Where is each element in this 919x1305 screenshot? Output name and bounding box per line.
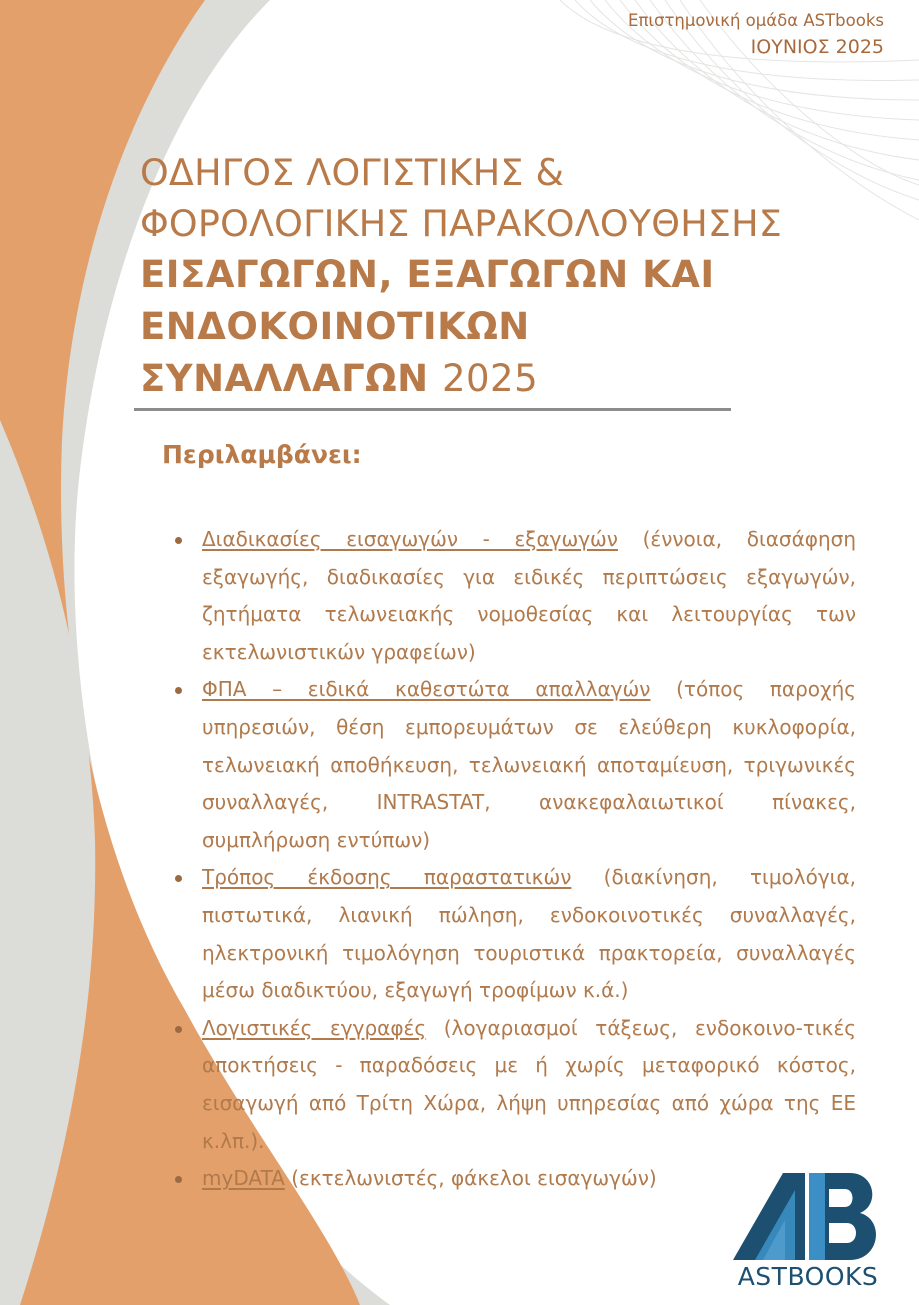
header-block — [628, 10, 884, 61]
list-item-title: ΦΠΑ – ειδικά καθεστώτα απαλλαγών — [202, 677, 651, 702]
list-item-text: (τόπος παροχής υπηρεσιών, θέση εμπορευμάτων σε ελεύθερη κυκλοφορία, τελωνειακή αποθήκευση, τελωνειακή αποταμίευση, τριγωνικές συναλλαγές, INTRASTAT, ανακεφαλαιωτικοί πίνακες, συμπλήρωση εντύπων) — [202, 677, 857, 852]
title-line-4: ΕΝΔΟΚΟΙΝΟΤΙΚΩΝ — [140, 305, 530, 348]
list-item — [202, 521, 856, 671]
logo-name: ASTBOOKS — [737, 1262, 879, 1291]
list-item-text: (έννοια, διασάφηση εξαγωγής, διαδικασίες για ειδικές περιπτώσεις εξαγωγών, ζητήματα τελωνειακής νομοθεσίας και λειτουργίας των εκτελωνιστικών γραφείων) — [202, 527, 856, 664]
list-item — [202, 1010, 856, 1160]
list-item-title: myDATA — [202, 1166, 285, 1191]
list-item-text: (λογαριασμοί τάξεως, ενδοκοινο-τικές αποκτήσεις - παραδόσεις με ή χωρίς μεταφορικό κόστος, εισαγωγή από Τρίτη Χώρα, λήψη υπηρεσίας από χώρα της ΕΕ κ.λπ.). — [202, 1015, 856, 1153]
title-line-2: ΦΟΡΟΛΟΓΙΚΗΣ ΠΑΡΑΚΟΛΟΥΘΗΣΗΣ — [140, 202, 783, 245]
publisher-label: Επιστημονική ομάδα ASTbooks — [628, 11, 884, 30]
list-item-title: Λογιστικές εγγραφές — [202, 1015, 427, 1040]
publication-date: ΙΟΥΝΙΟΣ 2025 — [750, 36, 884, 58]
logo-b-light — [809, 1173, 825, 1260]
list-item-text: (διακίνηση, τιμολόγια, πιστωτικά, λιανική πώληση, ενδοκοινοτικές συναλλαγές, ηλεκτρονική τιμολόγηση τουριστικά πρακτορεία, συναλλαγές μέσω διαδικτύου, εξαγωγή τροφίμων κ.ά.) — [202, 865, 856, 1003]
list-item — [202, 671, 856, 859]
title-line-1: ΟΔΗΓΟΣ ΛΟΓΙΣΤΙΚΗΣ & — [140, 151, 565, 194]
list-item-title: Διαδικασίες εισαγωγών - εξαγωγών — [202, 527, 618, 551]
title-line-5-text: ΣΥΝΑΛΛΑΓΩΝ — [140, 357, 429, 400]
title-year: 2025 — [441, 357, 539, 400]
includes-heading: Περιλαμβάνει: — [162, 440, 362, 469]
title-line-3: ΕΙΣΑΓΩΓΩΝ, ΕΞΑΓΩΓΩΝ ΚΑΙ — [140, 253, 715, 296]
list-item-title: Τρόπος έκδοσης παραστατικών — [202, 865, 572, 890]
document-title — [140, 147, 910, 405]
title-divider — [134, 408, 731, 411]
includes-list — [202, 521, 856, 1198]
list-item — [202, 859, 856, 1009]
title-line-5 — [140, 353, 910, 405]
list-item-text: (εκτελωνιστές, φάκελοι εισαγωγών) — [284, 1166, 657, 1191]
